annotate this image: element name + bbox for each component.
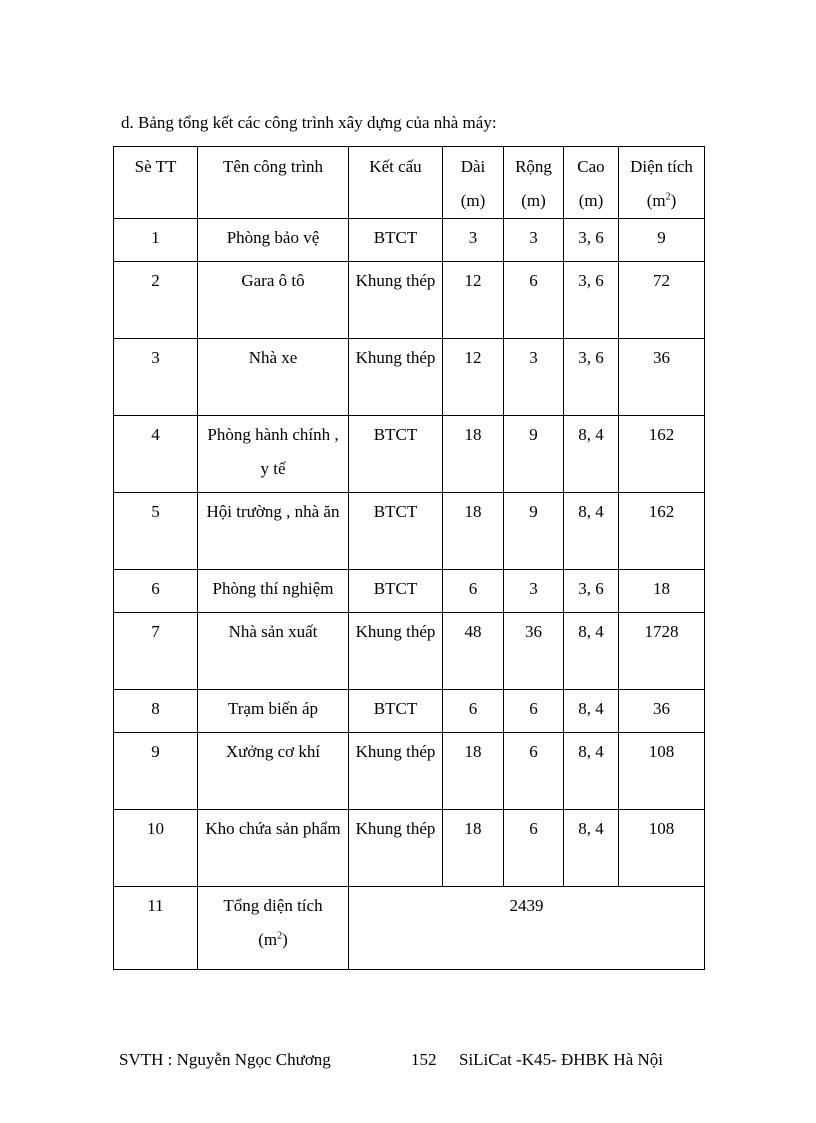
cell-stt: 7 [114,613,198,690]
cell-stt: 9 [114,733,198,810]
cell-stt: 8 [114,690,198,733]
cell-height: 3, 6 [564,339,619,416]
cell-structure: BTCT [349,690,443,733]
header-name: Tên công trình [198,147,349,219]
cell-width: 36 [504,613,564,690]
table-row [114,810,705,887]
header-length-unit: (m) [460,191,486,210]
cell-length: 18 [443,810,504,887]
cell-area: 1728 [619,613,705,690]
cell-length: 18 [443,493,504,570]
cell-width: 9 [504,416,564,493]
cell-area: 108 [619,810,705,887]
cell-area: 36 [619,339,705,416]
header-row [114,147,705,219]
cell-stt: 10 [114,810,198,887]
cell-structure: BTCT [349,493,443,570]
header-width [504,147,564,219]
cell-stt: 6 [114,570,198,613]
table-row [114,339,705,416]
cell-stt: 2 [114,262,198,339]
cell-name: Nhà sản xuất [198,613,349,690]
cell-structure: Khung thép [349,810,443,887]
footer-page-number: 152 [411,1050,437,1069]
cell-structure: Khung thép [349,339,443,416]
cell-height: 8, 4 [564,810,619,887]
cell-name: Nhà xe [198,339,349,416]
cell-height: 8, 4 [564,416,619,493]
cell-height: 8, 4 [564,733,619,810]
cell-height: 8, 4 [564,613,619,690]
cell-name: Phòng bảo vệ [198,219,349,262]
cell-stt: 1 [114,219,198,262]
construction-summary-table [113,146,705,970]
header-structure: Kết cấu [349,147,443,219]
table-row [114,493,705,570]
cell-structure: Khung thép [349,262,443,339]
header-length-label: Dài [460,157,486,176]
total-unit: $(m^2)$ [258,930,288,949]
cell-structure: BTCT [349,570,443,613]
cell-name: Trạm biến áp [198,690,349,733]
cell-structure: BTCT [349,416,443,493]
cell-area: 108 [619,733,705,810]
total-label: Tổng diện tích $(m^2)$ [198,887,349,970]
cell-width: 6 [504,810,564,887]
header-area [619,147,705,219]
cell-width: 6 [504,262,564,339]
cell-height: 3, 6 [564,262,619,339]
cell-height: 8, 4 [564,690,619,733]
table-heading: d. Bảng tổng kết các công trình xây dựng của nhà máy: [121,113,497,132]
table-row [114,613,705,690]
cell-length: 18 [443,733,504,810]
cell-width: 9 [504,493,564,570]
cell-name: Kho chứa sản phẩm [198,810,349,887]
header-area-label: Diện tích [630,157,693,176]
header-width-unit: (m) [521,191,546,210]
cell-area: 162 [619,493,705,570]
cell-width: 6 [504,690,564,733]
cell-length: 6 [443,570,504,613]
cell-stt: 5 [114,493,198,570]
cell-length: 3 [443,219,504,262]
table-row [114,570,705,613]
cell-area: 18 [619,570,705,613]
footer-author: SVTH : Nguyễn Ngọc Chương [119,1050,331,1069]
cell-area: 9 [619,219,705,262]
table-row [114,262,705,339]
cell-area: 72 [619,262,705,339]
cell-height: 3, 6 [564,570,619,613]
header-stt: Sè TT [114,147,198,219]
table-row [114,733,705,810]
cell-width: 3 [504,219,564,262]
cell-name: Phòng thí nghiệm [198,570,349,613]
header-area-unit: $(m^2)$ [646,191,677,210]
header-height-label: Cao [577,157,605,176]
cell-structure: Khung thép [349,613,443,690]
cell-area: 36 [619,690,705,733]
cell-width: 3 [504,339,564,416]
cell-length: 48 [443,613,504,690]
cell-structure: BTCT [349,219,443,262]
table-row [114,690,705,733]
table-row [114,416,705,493]
footer-school: SiLiCat -K45- ĐHBK Hà Nội [459,1050,663,1069]
total-stt: 11 [114,887,198,970]
cell-name: Phòng hành chính , y tế [198,416,349,493]
cell-name: Gara ô tô [198,262,349,339]
cell-width: 3 [504,570,564,613]
table-row [114,219,705,262]
cell-name: Xưởng cơ khí [198,733,349,810]
cell-length: 12 [443,262,504,339]
total-row [114,887,705,970]
cell-height: 8, 4 [564,493,619,570]
header-height-unit: (m) [578,191,604,210]
total-value: 2439 [349,887,705,970]
cell-height: 3, 6 [564,219,619,262]
header-height [564,147,619,219]
cell-structure: Khung thép [349,733,443,810]
cell-length: 6 [443,690,504,733]
cell-stt: 4 [114,416,198,493]
header-length [443,147,504,219]
cell-stt: 3 [114,339,198,416]
cell-width: 6 [504,733,564,810]
cell-length: 12 [443,339,504,416]
cell-length: 18 [443,416,504,493]
cell-name: Hội trường , nhà ăn [198,493,349,570]
header-width-label: Rộng [515,157,552,176]
cell-area: 162 [619,416,705,493]
